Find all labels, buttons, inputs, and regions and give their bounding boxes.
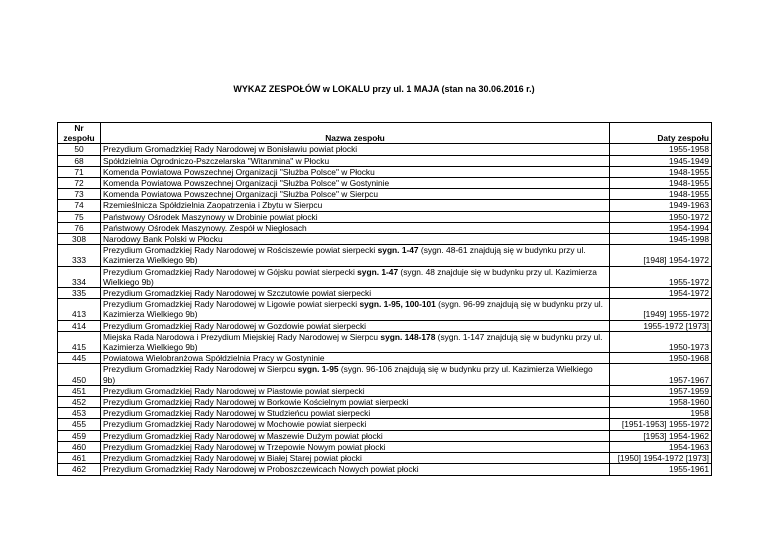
unit-name: Komenda Powiatowa Powszechnej Organizacji "Służba Polsce" w Sierpcu <box>101 189 610 200</box>
table-row <box>58 397 712 408</box>
unit-name-text: Prezydium Gromadzkiej Rady Narodowej w Ligowie powiat sierpecki <box>103 299 360 310</box>
unit-number: 445 <box>58 353 101 364</box>
table-row <box>58 385 712 396</box>
unit-dates: 1945-1998 <box>610 234 712 245</box>
header-name: Nazwa zespołu <box>101 123 610 144</box>
unit-dates: 1954-1994 <box>610 222 712 233</box>
table-row <box>58 200 712 211</box>
table-header-row <box>58 123 712 144</box>
unit-dates: 1955-1972 [1973] <box>610 320 712 331</box>
unit-name: Narodowy Bank Polski w Płocku <box>101 234 610 245</box>
unit-name-note: (sygn. 1-147 znajdują się w budynku przy ul. Kazimierza Wielkiego 9b) <box>103 331 603 353</box>
unit-name: Prezydium Gromadzkiej Rady Narodowej w Białej Starej powiat płocki <box>101 453 610 464</box>
unit-name <box>101 331 610 352</box>
signature-range: sygn. 1-95, 100-101 <box>359 299 436 310</box>
unit-name: Państwowy Ośrodek Maszynowy w Drobinie powiat płocki <box>101 211 610 222</box>
table-row <box>58 166 712 177</box>
unit-name-text: Prezydium Gromadzkiej Rady Narodowej w Gójsku powiat sierpecki <box>103 266 358 277</box>
table-body <box>58 144 712 475</box>
unit-number: 415 <box>58 331 101 352</box>
table-row <box>58 320 712 331</box>
table-row <box>58 234 712 245</box>
unit-dates: 1950-1972 <box>610 211 712 222</box>
unit-name: Prezydium Gromadzkiej Rady Narodowej w Bonisławiu powiat płocki <box>101 144 610 155</box>
unit-name <box>101 299 610 320</box>
table-row <box>58 211 712 222</box>
unit-number: 413 <box>58 299 101 320</box>
unit-number: 73 <box>58 189 101 200</box>
unit-name: Spółdzielnia Ogrodniczo-Pszczelarska "Witanmina" w Płocku <box>101 155 610 166</box>
unit-name: Państwowy Ośrodek Maszynowy. Zespół w Niegłosach <box>101 222 610 233</box>
unit-name-text: Miejska Rada Narodowa i Prezydium Miejskiej Rady Narodowej w Sierpcu <box>103 331 381 342</box>
table-row <box>58 266 712 287</box>
unit-name-note: (sygn. 96-106 znajdują się w budynku przy ul. Kazimierza Wielkiego 9b) <box>103 364 593 385</box>
table-row <box>58 353 712 364</box>
signature-range: sygn. 1-47 <box>377 245 419 256</box>
unit-name-text: Prezydium Gromadzkiej Rady Narodowej w Sierpcu <box>103 364 298 375</box>
unit-dates: 1948-1955 <box>610 166 712 177</box>
unit-dates: [1948] 1954-1972 <box>610 245 712 266</box>
unit-dates: 1948-1955 <box>610 189 712 200</box>
unit-number: 68 <box>58 155 101 166</box>
document-title: WYKAZ ZESPOŁÓW w LOKALU przy ul. 1 MAJA (stan na 30.06.2016 r.) <box>233 84 535 94</box>
unit-name: Komenda Powiatowa Powszechnej Organizacji "Służba Polsce" w Gostyninie <box>101 178 610 189</box>
table-row <box>58 155 712 166</box>
table-row <box>58 364 712 385</box>
unit-dates: 1950-1968 <box>610 353 712 364</box>
unit-dates: 1954-1972 <box>610 288 712 299</box>
unit-number: 74 <box>58 200 101 211</box>
unit-number: 71 <box>58 166 101 177</box>
signature-range: sygn. 1-95 <box>297 364 339 375</box>
unit-dates: 1948-1955 <box>610 178 712 189</box>
unit-number: 452 <box>58 397 101 408</box>
signature-range: sygn. 148-178 <box>380 331 436 342</box>
unit-number: 334 <box>58 266 101 287</box>
unit-name: Prezydium Gromadzkiej Rady Narodowej w Gozdowie powiat sierpecki <box>101 320 610 331</box>
unit-name: Prezydium Gromadzkiej Rady Narodowej w Borkowie Kościelnym powiat sierpecki <box>101 397 610 408</box>
signature-range: sygn. 1-47 <box>357 266 399 277</box>
unit-name <box>101 364 610 385</box>
unit-number: 308 <box>58 234 101 245</box>
unit-name <box>101 266 610 287</box>
unit-name-note: (sygn. 48 znajduje się w budynku przy ul. Kazimierza Wielkiego 9b) <box>103 266 597 287</box>
unit-number: 450 <box>58 364 101 385</box>
header-dates: Daty zespołu <box>610 123 712 144</box>
table-row <box>58 178 712 189</box>
unit-number: 462 <box>58 464 101 475</box>
unit-dates: 1957-1967 <box>610 364 712 385</box>
unit-number: 75 <box>58 211 101 222</box>
table-row <box>58 453 712 464</box>
unit-number: 335 <box>58 288 101 299</box>
unit-dates: 1955-1961 <box>610 464 712 475</box>
table-row <box>58 464 712 475</box>
unit-number: 460 <box>58 441 101 452</box>
header-nr: Nr zespołu <box>58 123 101 144</box>
unit-number: 333 <box>58 245 101 266</box>
unit-name-note: (sygn. 48-61 znajdują się w budynku przy ul. Kazimierza Wielkiego 9b) <box>103 245 586 266</box>
unit-dates: 1954-1963 <box>610 441 712 452</box>
unit-name: Prezydium Gromadzkiej Rady Narodowej w Trzepowie Nowym powiat płocki <box>101 441 610 452</box>
unit-dates: 1945-1949 <box>610 155 712 166</box>
unit-name: Prezydium Gromadzkiej Rady Narodowej w Proboszczewicach Nowych powiat płocki <box>101 464 610 475</box>
table-row <box>58 189 712 200</box>
unit-dates: [1951-1953] 1955-1972 <box>610 419 712 430</box>
table-row <box>58 299 712 320</box>
units-table <box>57 122 712 476</box>
unit-name-text: Prezydium Gromadzkiej Rady Narodowej w Rościszewie powiat sierpecki <box>103 245 378 256</box>
unit-name: Prezydium Gromadzkiej Rady Narodowej w Mochowie powiat sierpecki <box>101 419 610 430</box>
unit-dates: 1950-1973 <box>610 331 712 352</box>
table-row <box>58 441 712 452</box>
unit-dates: [1949] 1955-1972 <box>610 299 712 320</box>
table-row <box>58 408 712 419</box>
unit-number: 455 <box>58 419 101 430</box>
unit-dates: 1958 <box>610 408 712 419</box>
unit-dates: 1957-1959 <box>610 385 712 396</box>
table-row <box>58 430 712 441</box>
unit-name <box>101 245 610 266</box>
unit-number: 451 <box>58 385 101 396</box>
table-row <box>58 245 712 266</box>
table-row <box>58 331 712 352</box>
unit-name: Komenda Powiatowa Powszechnej Organizacji "Służba Polsce" w Płocku <box>101 166 610 177</box>
unit-dates: 1949-1963 <box>610 200 712 211</box>
unit-dates: [1950] 1954-1972 [1973] <box>610 453 712 464</box>
unit-name-note: (sygn. 96-99 znajdują się w budynku przy ul. Kazimierza Wielkiego 9b) <box>103 299 603 320</box>
table-row <box>58 144 712 155</box>
unit-dates: 1955-1972 <box>610 266 712 287</box>
unit-dates: 1958-1960 <box>610 397 712 408</box>
table-row <box>58 222 712 233</box>
unit-number: 414 <box>58 320 101 331</box>
unit-name: Rzemieślnicza Spółdzielnia Zaopatrzenia i Zbytu w Sierpcu <box>101 200 610 211</box>
unit-number: 72 <box>58 178 101 189</box>
unit-number: 453 <box>58 408 101 419</box>
unit-name: Prezydium Gromadzkiej Rady Narodowej w Studzieńcu powiat sierpecki <box>101 408 610 419</box>
unit-number: 50 <box>58 144 101 155</box>
unit-number: 459 <box>58 430 101 441</box>
unit-dates: [1953] 1954-1962 <box>610 430 712 441</box>
unit-name: Prezydium Gromadzkiej Rady Narodowej w Piastowie powiat sierpecki <box>101 385 610 396</box>
unit-name: Prezydium Gromadzkiej Rady Narodowej w Szczutowie powiat sierpecki <box>101 288 610 299</box>
unit-number: 461 <box>58 453 101 464</box>
table-row <box>58 419 712 430</box>
unit-number: 76 <box>58 222 101 233</box>
unit-name: Powiatowa Wielobranżowa Spółdzielnia Pracy w Gostyninie <box>101 353 610 364</box>
table-row <box>58 288 712 299</box>
unit-name: Prezydium Gromadzkiej Rady Narodowej w Maszewie Dużym powiat płocki <box>101 430 610 441</box>
unit-dates: 1955-1958 <box>610 144 712 155</box>
